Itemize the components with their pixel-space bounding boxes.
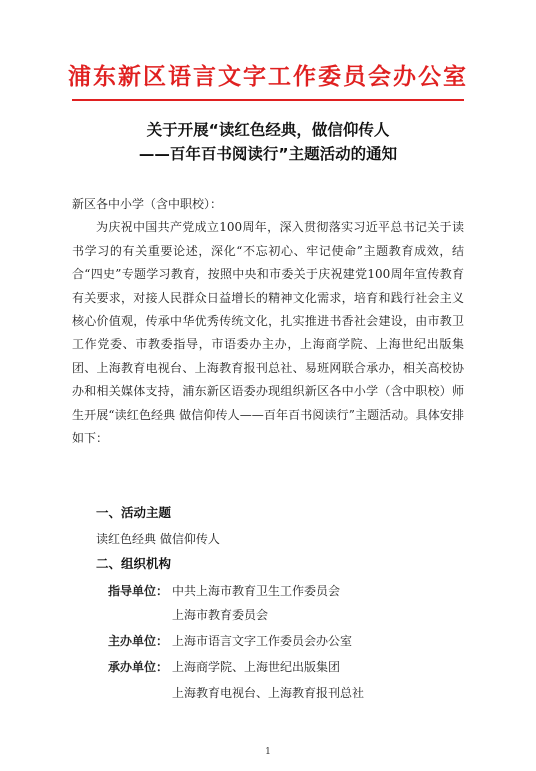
- section-heading-organization: 二、组织机构: [96, 556, 172, 571]
- undertake-unit-2: 上海教育电视台、上海教育报刊总社: [172, 686, 365, 700]
- undertake-unit-label: 承办单位：: [108, 660, 169, 674]
- theme-text: 读红色经典 做信仰传人: [96, 532, 220, 546]
- notice-body: [72, 193, 464, 450]
- notice-title-line-2: ——百年百书阅读行”主题活动的通知: [138, 145, 398, 163]
- guide-unit-label: 指导单位：: [108, 584, 169, 598]
- guide-unit-2: 上海市教育委员会: [172, 608, 269, 622]
- salutation: 新区各中小学（含中职校）：: [72, 197, 223, 211]
- issuer-header: 浦东新区语言文字工作委员会办公室: [68, 64, 468, 90]
- host-unit-label: 主办单位：: [108, 634, 169, 648]
- section-heading-theme: 一、活动主题: [96, 505, 172, 520]
- host-unit-1: 上海市语言文字工作委员会办公室: [172, 634, 353, 648]
- guide-unit-1: 中共上海市教育卫生工作委员会: [172, 584, 341, 598]
- undertake-unit-1: 上海商学院、上海世纪出版集团: [172, 660, 341, 674]
- red-divider-line: [72, 99, 464, 101]
- intro-paragraph: 为庆祝中国共产党成立100周年，深入贯彻落实习近平总书记关于读书学习的有关重要论述，深化“不忘初心、牢记使命”主题教育成效，结合“四史”专题学习教育，按照中央和市委关于庆祝建党100周年宣传教育有关要求，对接人民群众日益增长的精神文化需求，培育和践行社会主义核心价值观，传承中华优秀传统文化，扎实推进书香社会建设，由市教卫工作党委、市教委指导，市语委办主办，上海商学院、上海世纪出版集团、上海教育电视台、上海教育报刊总社、易班网联合承办，相关高校协办和相关媒体支持，浦东新区语委办现组织新区各中小学（含中职校）师生开展“读红色经典 做信仰传人——百年百书阅读行”主题活动。具体安排如下：: [72, 220, 464, 446]
- page-number: 1: [265, 747, 271, 757]
- notice-title-line-1: 关于开展“读红色经典，做信仰传人: [146, 121, 390, 139]
